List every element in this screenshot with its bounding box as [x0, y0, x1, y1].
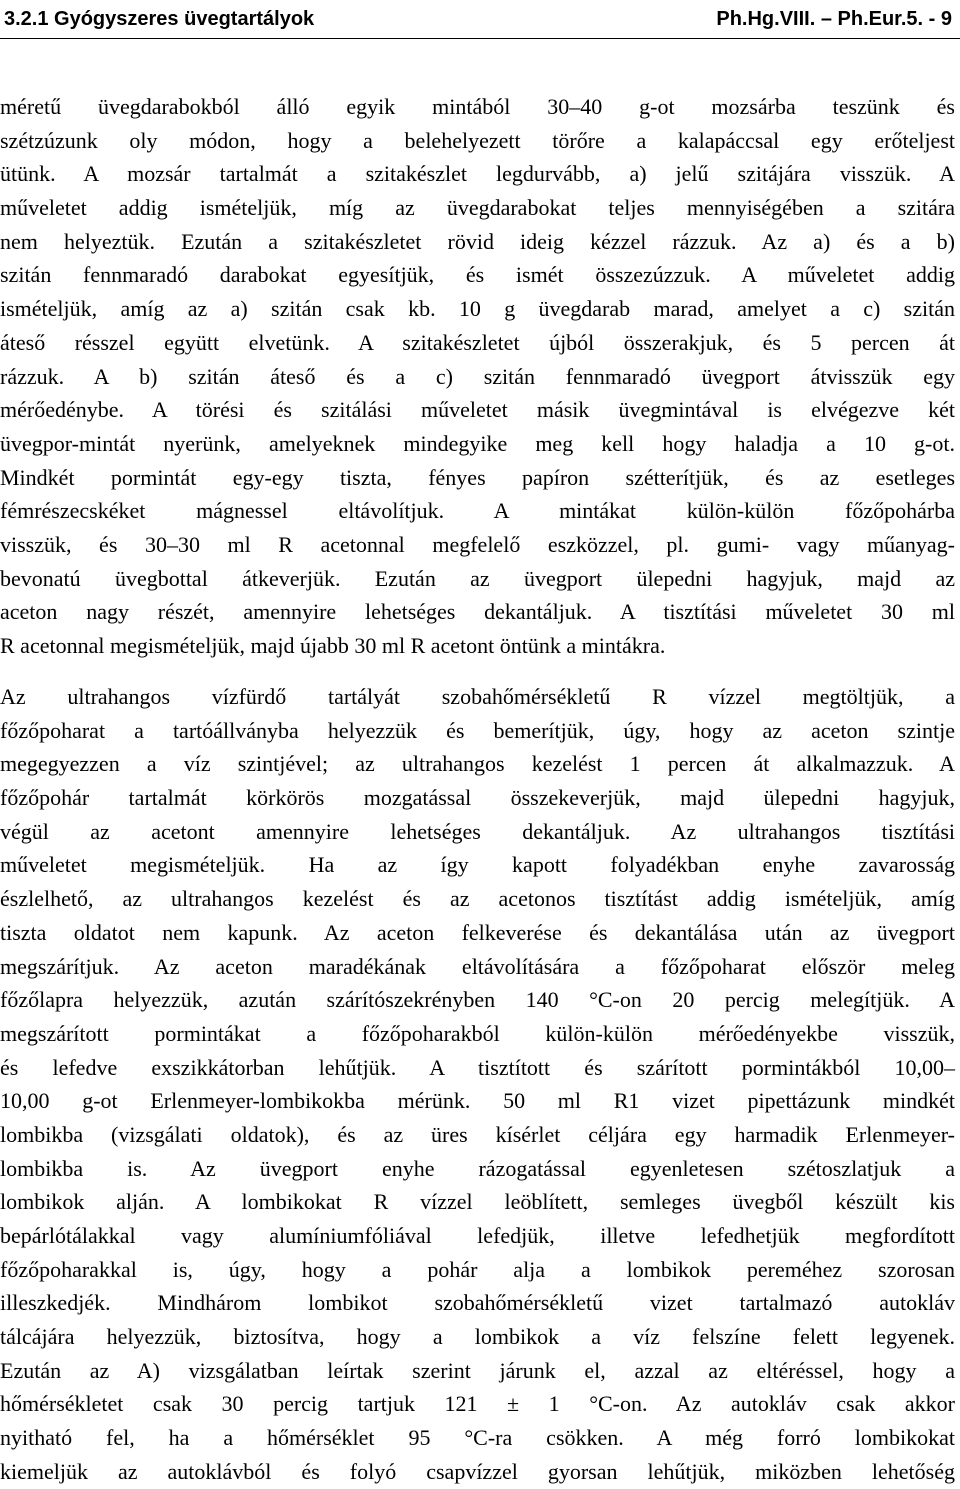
text-line: főzőpoharakkal is, úgy, hogy a pohár alja a lombikok pereméhez szorosan	[0, 1256, 955, 1282]
paragraph-1	[0, 90, 955, 663]
text-line: lombikok alján. A lombikokat R vízzel leöblített, semleges üvegből készült kis	[0, 1189, 955, 1215]
text-line: megegyezzen a víz szintjével; az ultrahangos kezelést 1 percen át alkalmazzuk. A	[0, 751, 955, 777]
text-line: és lefedve exszikkátorban lehűtjük. A tisztított és szárított pormintákból 10,00–	[0, 1054, 955, 1080]
text-line: aceton nagy részét, amennyire lehetséges dekantáljuk. A tisztítási műveletet 30 ml	[0, 599, 955, 625]
text-line: főzőpoharat a tartóállványba helyezzük és bemerítjük, úgy, hogy az aceton szintje	[0, 717, 955, 743]
text-line: szitán fennmaradó darabokat egyesítjük, és ismét összezúzzuk. A műveletet addig	[0, 262, 955, 288]
text-line: méretű üvegdarabokból álló egyik mintából 30–40 g-ot mozsárba teszünk és	[0, 94, 955, 119]
text-line: bevonatú üvegbottal átkeverjük. Ezután az üvegport ülepedni hagyjuk, majd az	[0, 565, 955, 591]
text-line: mérőedénybe. A törési és szitálási műveletet másik üvegmintával is elvégezve két	[0, 397, 955, 423]
text-line: bepárlótálakkal vagy alumíniumfóliával lefedjük, illetve lefedhetjük megfordított	[0, 1223, 955, 1248]
text-line: nyitható fel, ha a hőmérséklet 95 °C-ra csökken. A még forró lombikokat	[0, 1425, 955, 1451]
section-title: 3.2.1 Gyógyszeres üvegtartályok	[4, 8, 315, 30]
text-line: tálcájára helyezzük, biztosítva, hogy a lombikok a víz felszíne felett legyenek.	[0, 1324, 955, 1350]
text-line: nem helyeztük. Ezután a szitakészletet rövid ideig kézzel rázzuk. Az a) és a b)	[0, 228, 955, 254]
header-rule	[0, 38, 960, 39]
text-line: 10,00 g-ot Erlenmeyer-lombikokba mérünk. 50 ml R1 vizet pipettázunk mindkét	[0, 1088, 955, 1114]
text-line: áteső résszel együtt elvetünk. A szitakészletet újból összerakjuk, és 5 percen át	[0, 329, 955, 355]
text-line: főzőlapra helyezzük, azután szárítószekrényben 140 °C-on 20 percig melegítjük. A	[0, 987, 955, 1013]
text-line: lombikba (vizsgálati oldatok), és az üres kísérlet céljára egy harmadik Erlenmeyer-	[0, 1121, 955, 1147]
text-line: fémrészecskéket mágnessel eltávolítjuk. A mintákat külön-külön főzőpohárba	[0, 498, 955, 524]
text-line: üvegpor-mintát nyerünk, amelyeknek mindegyike meg kell hogy haladja a 10 g-ot.	[0, 430, 955, 456]
text-line: rázzuk. A b) szitán áteső és a c) szitán fennmaradó üvegport átvisszük egy	[0, 363, 955, 389]
page-reference: Ph.Hg.VIII. – Ph.Eur.5. - 9	[716, 8, 952, 30]
text-line: műveletet megismételjük. Ha az így kapott folyadékban enyhe zavarosság	[0, 852, 955, 878]
text-line: ismételjük, amíg az a) szitán csak kb. 10 g üvegdarab marad, amelyet a c) szitán	[0, 296, 955, 322]
text-line: R acetonnal megismételjük, majd újabb 30 ml R acetont öntünk a mintákra.	[0, 633, 666, 658]
text-line: megszárított pormintákat a főzőpoharakból külön-külön mérőedényekbe visszük,	[0, 1020, 955, 1046]
text-line: hőmérsékletet csak 30 percig tartjuk 121 ± 1 °C-on. Az autokláv csak akkor	[0, 1391, 955, 1417]
paragraph-2	[0, 680, 955, 1489]
page-header	[4, 4, 952, 34]
text-line: műveletet addig ismételjük, míg az üvegdarabokat teljes mennyiségében a szitára	[0, 195, 955, 221]
text-line: végül az acetont amennyire lehetséges dekantáljuk. Az ultrahangos tisztítási	[0, 818, 955, 844]
text-line: megszárítjuk. Az aceton maradékának eltávolítására a főzőpoharat először meleg	[0, 953, 955, 979]
text-line: tiszta oldatot nem kapunk. Az aceton felkeverése és dekantálása után az üvegport	[0, 919, 955, 945]
text-line: visszük, és 30–30 ml R acetonnal megfelelő eszközzel, pl. gumi- vagy műanyag-	[0, 531, 955, 557]
text-line: ütünk. A mozsár tartalmát a szitakészlet legdurvább, a) jelű szitájára visszük. A	[0, 161, 955, 187]
text-line: kiemeljük az autoklávból és folyó csapvízzel gyorsan lehűtjük, miközben lehetőség	[0, 1458, 955, 1484]
text-line: észlelhető, az ultrahangos kezelést és az acetonos tisztítást addig ismételjük, amíg	[0, 886, 955, 912]
text-line: illeszkedjék. Mindhárom lombikot szobahőmérsékletű vizet tartalmazó autokláv	[0, 1290, 955, 1316]
text-line: Mindkét pormintát egy-egy tiszta, fényes papíron szétterítjük, és az esetleges	[0, 464, 955, 490]
text-line: Az ultrahangos vízfürdő tartályát szobahőmérsékletű R vízzel megtöltjük, a	[0, 684, 955, 709]
text-line: Ezután az A) vizsgálatban leírtak szerint járunk el, azzal az eltéréssel, hogy a	[0, 1357, 955, 1383]
text-line: lombikba is. Az üvegport enyhe rázogatással egyenletesen szétoszlatjuk a	[0, 1155, 955, 1181]
text-line: szétzúzunk oly módon, hogy a belehelyezett törőre a kalapáccsal egy erőteljest	[0, 127, 955, 153]
text-line: főzőpohár tartalmát körkörös mozgatással összekeverjük, majd ülepedni hagyjuk,	[0, 785, 955, 811]
